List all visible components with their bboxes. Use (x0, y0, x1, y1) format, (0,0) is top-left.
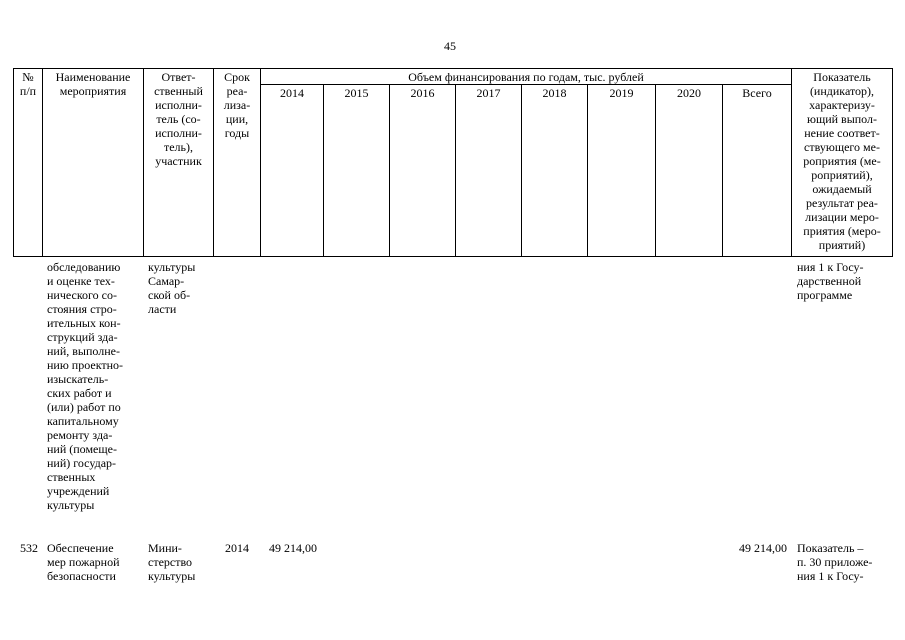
header-year-2014: 2014 (280, 86, 304, 100)
row1-executor: культуры Самар- ской об- ласти (148, 260, 196, 316)
header-year-2018: 2018 (542, 86, 567, 100)
header-year-2019: 2019 (609, 86, 634, 100)
table-top-border (13, 68, 893, 69)
row2-year-2014: 49 214,00 (269, 541, 317, 555)
col-line-13 (892, 68, 893, 257)
col-line-5 (323, 84, 324, 257)
header-total: Всего (742, 86, 772, 100)
row2-term: 2014 (225, 541, 249, 555)
col-line-6 (389, 84, 390, 257)
header-funding-group: Объем финансирования по годам, тыс. рублей (408, 70, 644, 84)
col-line-11 (722, 84, 723, 257)
header-name: Наименование мероприятия (55, 70, 131, 98)
header-year-2016: 2016 (410, 86, 435, 100)
header-bottom-border (13, 256, 893, 257)
funding-group-divider (260, 84, 791, 85)
row1-name: обследованию и оценке тех- нического со- стояния стро- ительных кон- струкций зда- ний, выполне- нию проектно- изыскатель- ских работ и (или) работ по капитальному ремонту зда- ний (помеще- ний) государ- ственных учреждений культуры (47, 260, 124, 512)
col-line-7 (455, 84, 456, 257)
row2-num: 532 (20, 541, 38, 555)
page-number: 45 (444, 39, 456, 53)
col-line-10 (655, 84, 656, 257)
header-year-2020: 2020 (677, 86, 701, 100)
header-num: № п/п (19, 70, 37, 98)
header-executor: Ответ- ственный исполни- тель (со- исполни- тель), участник (154, 70, 203, 168)
col-line-9 (587, 84, 588, 257)
header-year-2015: 2015 (344, 86, 369, 100)
header-term: Срок реа- лиза- ции, годы (223, 70, 251, 140)
row2-executor: Мини- стерство культуры (148, 541, 196, 583)
row2-total: 49 214,00 (739, 541, 787, 555)
header-indicator: Показатель (индикатор), характеризу- ющий выпол- нение соответ- ствующего ме- роприятия (ме- роприятий), ожидаемый результат реа- лизации меро- приятия (меро- приятий) (803, 70, 881, 252)
row2-indicator: Показатель – п. 30 приложе- ния 1 к Госу- (797, 541, 873, 583)
row1-indicator: ния 1 к Госу- дарственной программе (797, 260, 864, 302)
header-year-2017: 2017 (476, 86, 501, 100)
col-line-8 (521, 84, 522, 257)
row2-name: Обеспечение мер пожарной безопасности (47, 541, 120, 583)
